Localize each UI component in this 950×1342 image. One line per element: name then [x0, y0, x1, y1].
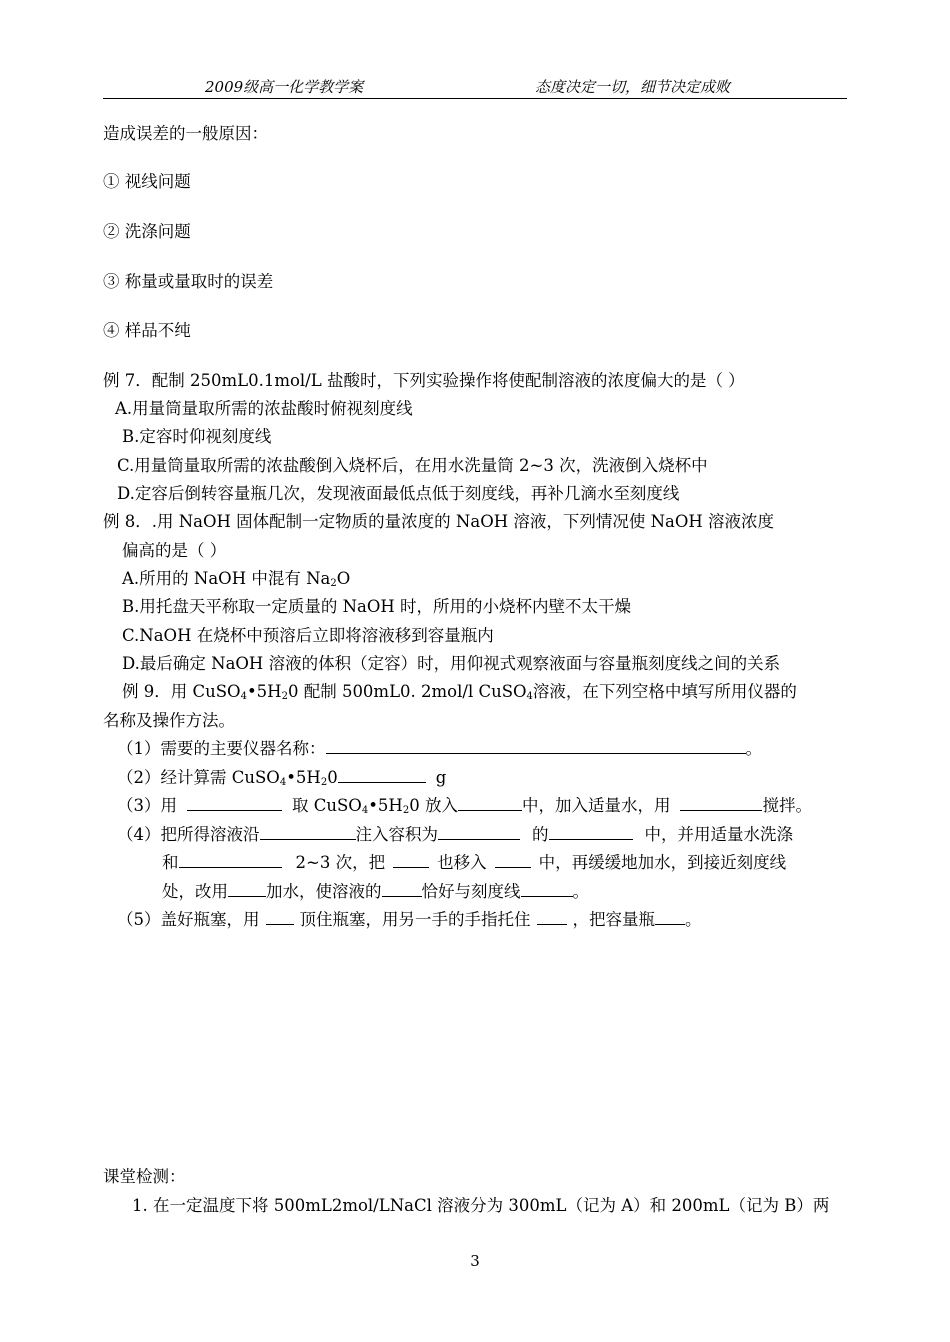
- ex7-option-c: C.用量筒量取所需的浓盐酸倒入烧杯后，在用水洗量筒 2~3 次，洗液倒入烧杯中: [117, 456, 708, 475]
- header-left: 2009级高一化学教学案: [205, 78, 364, 96]
- answer-blank[interactable]: [521, 882, 573, 897]
- check-title: 课堂检测：: [103, 1167, 186, 1186]
- ex9-q2: （2）经计算需 $CuSO_4•5H_20$ g: [117, 768, 447, 788]
- answer-blank[interactable]: [228, 882, 266, 897]
- ex9-stem-line1: 例 9．用 $CuSO_4•5H_20$ 配制 500mL0. 2mol/l CuSO$_4$溶液，在下列空格中填写所用仪器的: [122, 682, 797, 702]
- header-right: 态度决定一切，细节决定成败: [535, 78, 731, 96]
- answer-blank[interactable]: [266, 910, 294, 925]
- ex9-q4-line3: 处，改用 加水，使溶液的 恰好与刻度线 。: [162, 882, 589, 901]
- ex9-q4-line2: 和 2~3 次，把 也移入 中，再缓缓地加水，到接近刻度线: [162, 853, 787, 872]
- ex7-stem: 例 7．配制 250mL0.1mol/L 盐酸时，下列实验操作将使配制溶液的浓度偏大的是（ ）: [103, 371, 745, 390]
- answer-blank[interactable]: [338, 768, 426, 783]
- check-question-1: 1. 在一定温度下将 500mL2mol/LNaCl 溶液分为 300mL（记为 A）和 200mL（记为 B）两: [132, 1196, 830, 1215]
- answer-blank[interactable]: [187, 796, 282, 811]
- ex7-option-b: B.定容时仰视刻度线: [122, 427, 272, 446]
- answer-blank[interactable]: [326, 739, 746, 754]
- cause-item-4: ④ 样品不纯: [103, 321, 191, 340]
- answer-blank[interactable]: [179, 853, 282, 868]
- ex7-option-d: D.定容后倒转容量瓶几次，发现液面最低点低于刻度线，再补几滴水至刻度线: [117, 484, 680, 503]
- ex9-q1: （1）需要的主要仪器名称： 。: [117, 739, 762, 758]
- answer-blank[interactable]: [438, 825, 520, 840]
- answer-blank[interactable]: [458, 796, 522, 811]
- ex8-option-d: D.最后确定 NaOH 溶液的体积（定容）时，用仰视式观察液面与容量瓶刻度线之间的关系: [122, 654, 781, 673]
- ex8-stem-line1: 例 8．.用 NaOH 固体配制一定物质的量浓度的 NaOH 溶液，下列情况使 NaOH 溶液浓度: [103, 512, 775, 531]
- answer-blank[interactable]: [537, 910, 567, 925]
- ex7-option-a: A.用量筒量取所需的浓盐酸时俯视刻度线: [115, 399, 413, 418]
- ex8-option-b: B.用托盘天平称取一定质量的 NaOH 时，所用的小烧杯内壁不太干燥: [122, 597, 632, 616]
- answer-blank[interactable]: [495, 853, 531, 868]
- ex9-stem-line2: 名称及操作方法。: [103, 711, 235, 730]
- ex9-q5: （5）盖好瓶塞，用 顶住瓶塞，用另一手的手指托住 ，把容量瓶 。: [117, 910, 702, 929]
- answer-blank[interactable]: [260, 825, 356, 840]
- ex9-q3: （3）用 取 $CuSO_4•5H_20$ 放入 中，加入适量水，用 搅拌。: [117, 796, 812, 816]
- answer-blank[interactable]: [382, 882, 422, 897]
- page-number: 3: [470, 1252, 480, 1270]
- cause-item-1: ① 视线问题: [103, 172, 191, 191]
- causes-title: 造成误差的一般原因：: [103, 124, 268, 143]
- cause-item-3: ③ 称量或量取时的误差: [103, 272, 274, 291]
- ex8-option-c: C.NaOH 在烧杯中预溶后立即将溶液移到容量瓶内: [122, 626, 494, 645]
- answer-blank[interactable]: [680, 796, 762, 811]
- answer-blank[interactable]: [655, 910, 685, 925]
- ex8-stem-line2: 偏高的是（ ）: [122, 541, 227, 560]
- answer-blank[interactable]: [393, 853, 429, 868]
- answer-blank[interactable]: [549, 825, 633, 840]
- ex9-q4-line1: （4）把所得溶液沿 注入容积为 的 中，并用适量水洗涤: [117, 825, 793, 844]
- ex8-option-a: A.所用的 NaOH 中混有 $Na_2O$: [122, 569, 351, 589]
- cause-item-2: ② 洗涤问题: [103, 222, 191, 241]
